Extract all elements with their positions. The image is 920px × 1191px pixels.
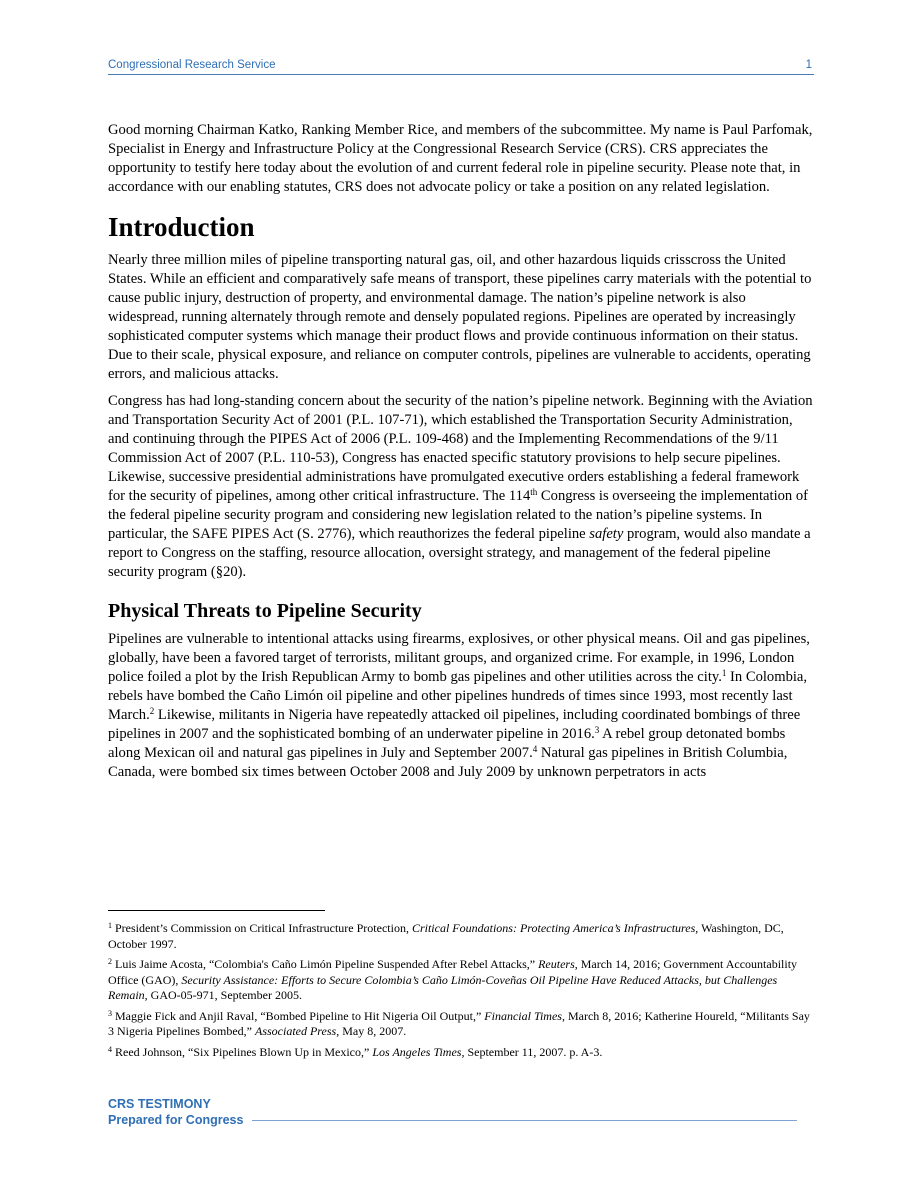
intro-paragraph: Good morning Chairman Katko, Ranking Member Rice, and members of the subcommittee. My name is Paul Parfomak, Specialist in Energy and Infrastructure Policy at the Congressional Research Service (CRS). CRS appreciates the opportunity to testify here today about the evolution of and current federal role in pipeline security. Please note that, in accordance with our enabling statutes, CRS does not advocate policy or take a position on any related legislation. [108, 122, 813, 195]
footnote-number: 1 [108, 921, 112, 930]
footnote-title: Security Assistance: Efforts to Secure Colombia’s Caño Limón-Coveñas Oil Pipeline Have Reduced Attacks, but Challenges Remain [108, 972, 778, 1002]
introduction-paragraph-1: Nearly three million miles of pipeline transporting natural gas, oil, and other hazardous liquids crisscross the United States. While an efficient and comparatively safe means of transport, these pipelines carry materials with the potential to cause public injury, destruction of property, and environmental damage. The nation’s pipeline network is also widespread, running alternately through remote and densely populated regions. Pipelines are operated by increasingly sophisticated computer systems which manage their product flows and provide continuous information on their status. Due to their scale, physical exposure, and reliance on computer controls, pipelines are vulnerable to accidents, operating errors, and malicious attacks. [108, 252, 812, 382]
introduction-paragraph-2 [108, 392, 814, 582]
section-heading-introduction: Introduction [108, 212, 255, 242]
footnote-1 [108, 921, 814, 952]
footnote-title: Los Angeles Times, [372, 1044, 465, 1059]
pt-text-3: Likewise, militants in Nigeria have repeatedly attacked oil pipelines, including coordinated bombings of three pipelines in 2007 and the sophisticated bombing of an underwater pipeline in 2016. [108, 707, 801, 742]
footer-rule [252, 1120, 797, 1121]
ordinal-suffix: th [530, 487, 538, 497]
document-body [108, 121, 814, 790]
footnote-3 [108, 1009, 814, 1040]
footnote-title: Financial Times [484, 1008, 562, 1023]
footer-line-1: CRS TESTIMONY [108, 1097, 211, 1111]
footnote-2 [108, 957, 814, 1004]
footnote-title: Reuters [538, 957, 575, 971]
page-number: 1 [805, 59, 812, 71]
footnote-text: , GAO-05-971, September 2005. [144, 988, 302, 1002]
footnote-number: 4 [108, 1044, 112, 1054]
footnotes [108, 921, 814, 1065]
p2-text-a: Congress has had long-standing concern about the security of the nation’s pipeline network. Beginning with the Aviation and Transportation Security Act of 2001 (P.L. 107-71), which established the Transportation Security Administration, and continuing through the PIPES Act of 2006 (P.L. 109-468) and the Implementing Recommendations of the 9/11 Commission Act of 2007 (P.L. 110-53), Congress has enacted specific statutory provisions to help secure pipelines. Likewise, successive presidential administrations have promulgated executive orders establishing a federal framework for the security of pipelines, among other critical infrastructure. The 114 [108, 393, 813, 504]
footnote-text: President’s Commission on Critical Infrastructure Protection, [112, 921, 412, 935]
footnote-text: , May 8, 2007. [336, 1024, 407, 1038]
pt-text-2: In Colombia, rebels have bombed the Caño Limón oil pipeline and other pipelines hundreds of times since 1993, most recently last March. [108, 669, 808, 723]
pt-text-4: A rebel group detonated bombs along Mexican oil and natural gas pipelines in July and September 2007. [108, 726, 786, 761]
pt-text-5: Natural gas pipelines in British Columbia, Canada, were bombed six times between October 2008 and July 2009 by unknown perpetrators in acts [108, 745, 788, 780]
p2-text-b: Congress is overseeing the implementation of the federal pipeline security program and considering new legislation related to the nation’s pipeline systems. In particular, the SAFE PIPES Act (S. 2776), which reauthorizes the federal pipeline [108, 488, 809, 542]
physical-threats-paragraph [108, 630, 814, 782]
footnote-text: , March 14, 2016; Government Accountability Office (GAO), [108, 957, 798, 987]
footnote-ref-1[interactable]: 1 [721, 668, 727, 678]
pt-text-1: Pipelines are vulnerable to intentional attacks using firearms, explosives, or other physical means. Oil and gas pipelines, globally, have been a favored target of terrorists, militant groups, and organized crime. For example, in 1996, London police foiled a plot by the Irish Republican Army to bomb gas pipelines and other utilities across the city. [108, 631, 810, 685]
footnote-title: Associated Press [254, 1024, 337, 1038]
running-header [108, 58, 814, 75]
footer-line-2: Prepared for Congress [108, 1112, 244, 1127]
header-org-name: Congressional Research Service [108, 59, 276, 71]
footnote-4 [108, 1045, 814, 1061]
footer-branding [108, 1097, 243, 1128]
footnote-text: Reed Johnson, “Six Pipelines Blown Up in Mexico,” [112, 1044, 373, 1059]
footnote-separator [108, 910, 325, 911]
footnote-text: , Washington, DC, October 1997. [108, 921, 784, 951]
emphasis-safety: safety [589, 526, 624, 542]
footnote-text: September 11, 2007. p. A-3. [464, 1044, 603, 1059]
footnote-ref-2[interactable]: 2 [149, 706, 155, 716]
footnote-text: , March 8, 2016; Katherine Houreld, “Militants Say 3 Nigeria Pipelines Bombed,” [108, 1008, 810, 1038]
footnote-title: Critical Foundations: Protecting America’s Infrastructures [411, 921, 696, 935]
section-heading-physical-threats: Physical Threats to Pipeline Security [108, 600, 422, 622]
footnote-ref-4[interactable]: 4 [532, 744, 538, 754]
footnote-number: 2 [108, 957, 112, 966]
p2-text-c: program, would also mandate a report to Congress on the staffing, resource allocation, oversight strategy, and management of the federal pipeline security program (§20). [108, 526, 811, 580]
footnote-text: Maggie Fick and Anjil Raval, “Bombed Pipeline to Hit Nigeria Oil Output,” [112, 1008, 485, 1023]
footnote-number: 3 [108, 1008, 112, 1018]
footnote-ref-3[interactable]: 3 [594, 725, 600, 735]
footnote-text: Luis Jaime Acosta, “Colombia's Caño Limón Pipeline Suspended After Rebel Attacks,” [112, 957, 539, 971]
